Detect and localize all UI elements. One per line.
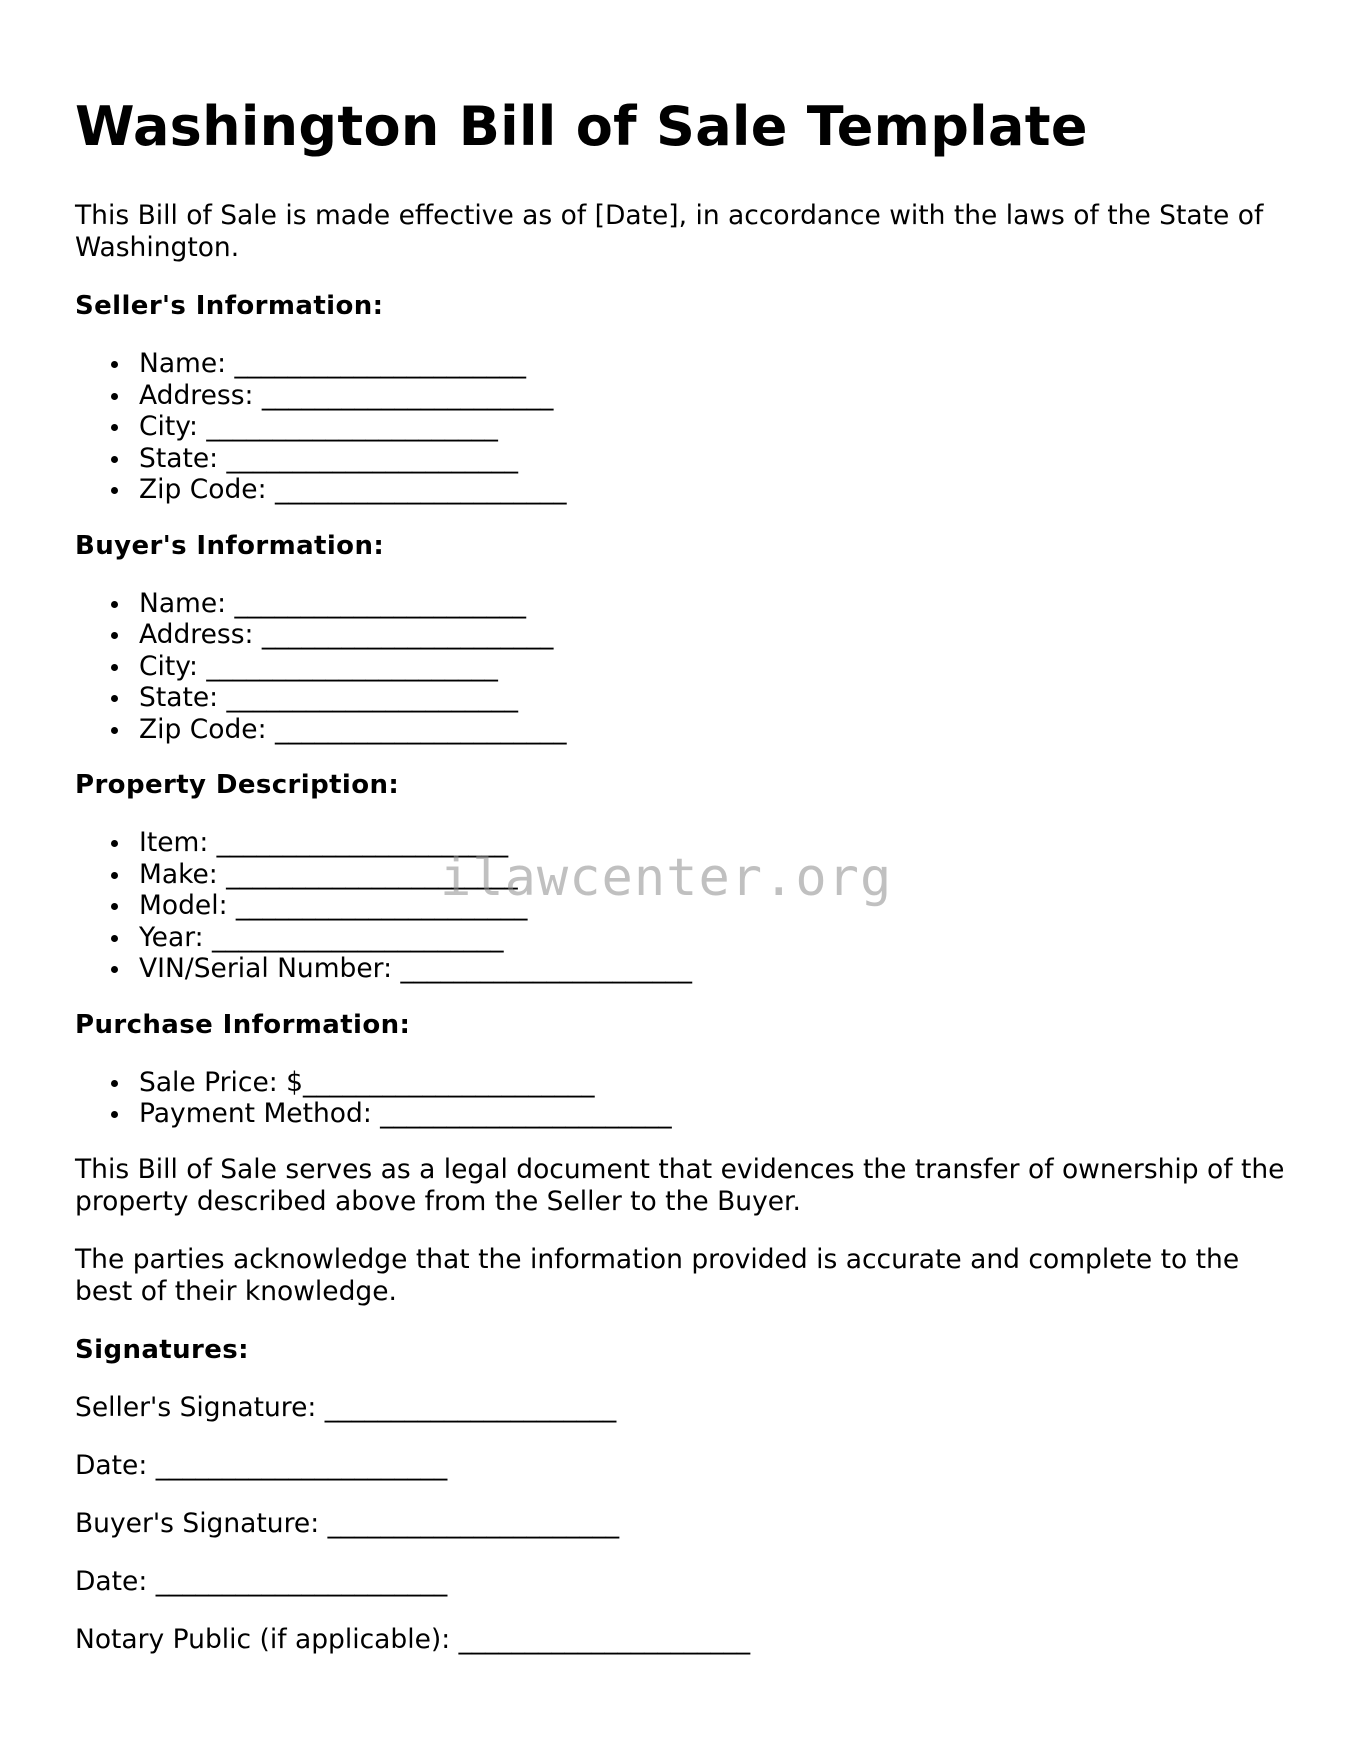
document-page xyxy=(75,92,1295,1682)
acknowledge-paragraph: The parties acknowledge that the information provided is accurate and complete to the best of their knowledge. xyxy=(75,1243,1240,1307)
buyer-state-field: State: ______________________ xyxy=(139,682,1295,714)
seller-zip-field: Zip Code: ______________________ xyxy=(139,474,1295,506)
seller-city-field: City: ______________________ xyxy=(139,411,1295,443)
property-vin-field: VIN/Serial Number: ______________________ xyxy=(139,953,1295,985)
buyer-city-field: City: ______________________ xyxy=(139,651,1295,683)
buyer-address-field: Address: ______________________ xyxy=(139,619,1295,651)
payment-method-field: Payment Method: ______________________ xyxy=(139,1098,1295,1130)
seller-signature-line: Seller's Signature: ______________________ xyxy=(75,1391,617,1423)
buyer-zip-field: Zip Code: ______________________ xyxy=(139,714,1295,746)
purchase-heading: Purchase Information: xyxy=(75,1009,411,1040)
buyer-name-field: Name: ______________________ xyxy=(139,588,1295,620)
page-title: Washington Bill of Sale Template xyxy=(75,95,1088,158)
sale-price-field: Sale Price: $______________________ xyxy=(139,1067,1295,1099)
watermark: ilawcenter.org xyxy=(440,848,893,908)
seller-address-field: Address: ______________________ xyxy=(139,380,1295,412)
buyer-signature-line: Buyer's Signature: ______________________ xyxy=(75,1507,620,1539)
seller-name-field: Name: ______________________ xyxy=(139,348,1295,380)
seller-state-field: State: ______________________ xyxy=(139,443,1295,475)
seller-list xyxy=(75,348,1295,506)
seller-heading: Seller's Information: xyxy=(75,291,384,321)
buyer-date-line: Date: ______________________ xyxy=(75,1565,448,1597)
intro-paragraph: This Bill of Sale is made effective as of [Date], in accordance with the laws of the State of Washington. xyxy=(75,200,1264,263)
seller-date-line: Date: ______________________ xyxy=(75,1449,448,1481)
property-make-field: Make: ______________________ xyxy=(139,859,1295,891)
property-list xyxy=(75,827,1295,985)
legal-paragraph: This Bill of Sale serves as a legal document that evidences the transfer of ownership of the property described above from the Seller to the Buyer. xyxy=(75,1153,1285,1217)
property-year-field: Year: ______________________ xyxy=(139,922,1295,954)
property-model-field: Model: ______________________ xyxy=(139,890,1295,922)
notary-line: Notary Public (if applicable): ______________________ xyxy=(75,1623,751,1655)
signatures-heading: Signatures: xyxy=(75,1334,249,1365)
property-heading: Property Description: xyxy=(75,770,400,800)
purchase-list xyxy=(75,1067,1295,1130)
buyer-heading: Buyer's Information: xyxy=(75,530,385,561)
buyer-list xyxy=(75,588,1295,746)
property-item-field: Item: ______________________ xyxy=(139,827,1295,859)
